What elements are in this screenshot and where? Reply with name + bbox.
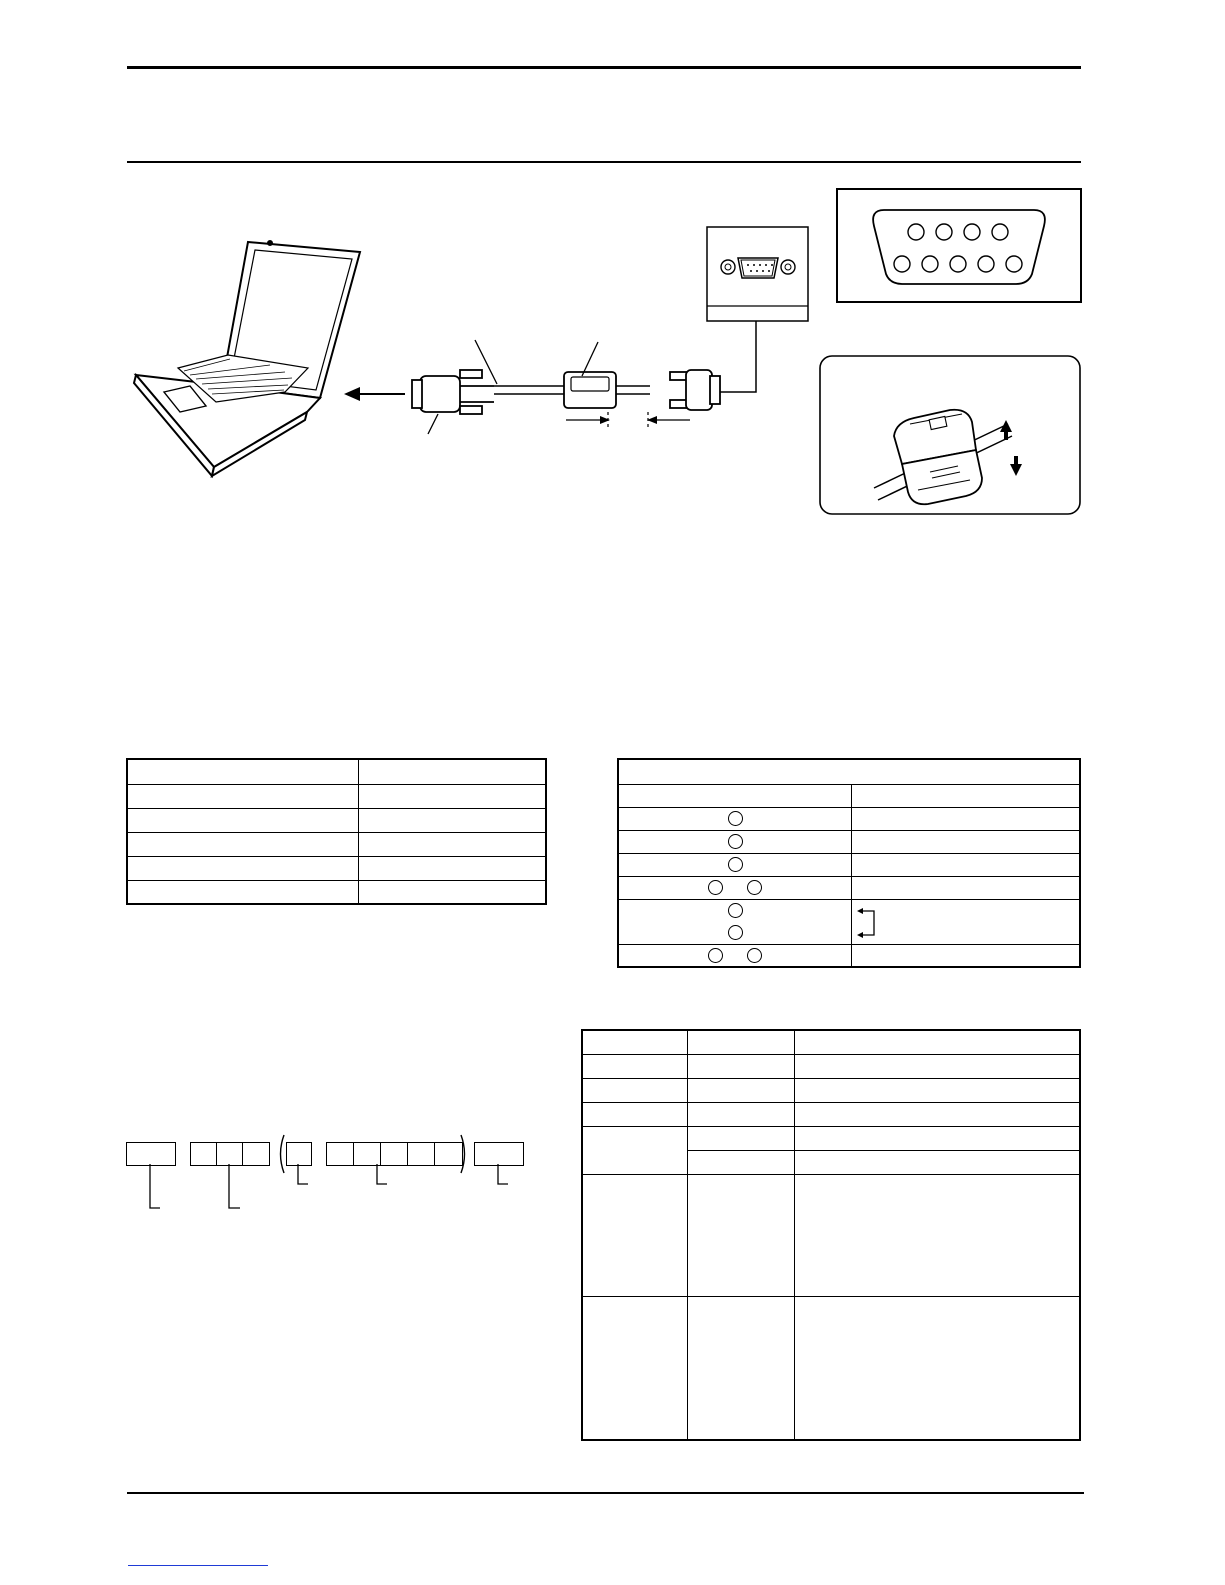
table-row <box>618 876 1080 899</box>
command-box <box>190 1142 218 1166</box>
table-row <box>582 1126 1080 1150</box>
table-row <box>127 759 546 784</box>
laptop-illustration <box>134 241 360 476</box>
table-row <box>618 784 1080 807</box>
command-box <box>216 1142 244 1166</box>
table-header-row <box>582 1030 1080 1054</box>
pin-number-circle <box>747 948 762 963</box>
table-row <box>582 1102 1080 1126</box>
table-row <box>127 856 546 880</box>
core-leader <box>582 342 598 376</box>
pin-number-circle <box>708 948 723 963</box>
loopback-bracket-icon <box>856 908 880 938</box>
table-row <box>582 1174 1080 1296</box>
command-list-table <box>581 1029 1081 1441</box>
pin-number-circle <box>728 811 743 826</box>
dsub-9-pin-serial-terminal <box>706 226 810 324</box>
table-row <box>127 832 546 856</box>
table-row <box>127 808 546 832</box>
table-row <box>618 830 1080 853</box>
command-format-leaders <box>120 1164 540 1214</box>
ferrite-core-on-cable <box>564 372 616 408</box>
footer-rule <box>127 1492 1084 1494</box>
table-row <box>127 784 546 808</box>
connector-leader <box>428 414 438 434</box>
footer-link-underline[interactable] <box>128 1565 268 1566</box>
right-cable-connector <box>670 370 720 410</box>
table-row <box>618 807 1080 830</box>
pin-number-circle <box>728 834 743 849</box>
command-box <box>242 1142 270 1166</box>
left-cable-connector <box>412 370 494 414</box>
pin-number-circle <box>728 857 743 872</box>
parameter-box <box>380 1142 409 1166</box>
pin-assignment-table <box>617 758 1081 968</box>
stx-box <box>126 1142 176 1166</box>
table-row <box>582 1296 1080 1440</box>
pin-number-circle <box>728 925 743 940</box>
header-bottom-rule <box>127 161 1081 163</box>
pin-number-circle <box>728 903 743 918</box>
table-row <box>618 899 1080 944</box>
pin-number-circle <box>708 880 723 895</box>
pin-number-circle <box>747 880 762 895</box>
header-top-rule <box>127 66 1081 69</box>
arrow-head-icon <box>344 387 360 401</box>
etx-box <box>474 1142 524 1166</box>
table-header-row <box>618 759 1080 784</box>
parameter-box <box>407 1142 436 1166</box>
table-row <box>618 853 1080 876</box>
table-row <box>582 1054 1080 1078</box>
table-row <box>127 880 546 904</box>
ferrite-core-clamp-illustration <box>818 354 1084 518</box>
table-row <box>582 1078 1080 1102</box>
parameter-box <box>353 1142 382 1166</box>
table-row <box>618 944 1080 967</box>
parameter-box <box>326 1142 355 1166</box>
left-parameter-table <box>126 758 547 905</box>
connection-diagram <box>120 180 820 480</box>
dsub-9-pin-layout <box>836 188 1084 306</box>
colon-box <box>286 1142 312 1166</box>
